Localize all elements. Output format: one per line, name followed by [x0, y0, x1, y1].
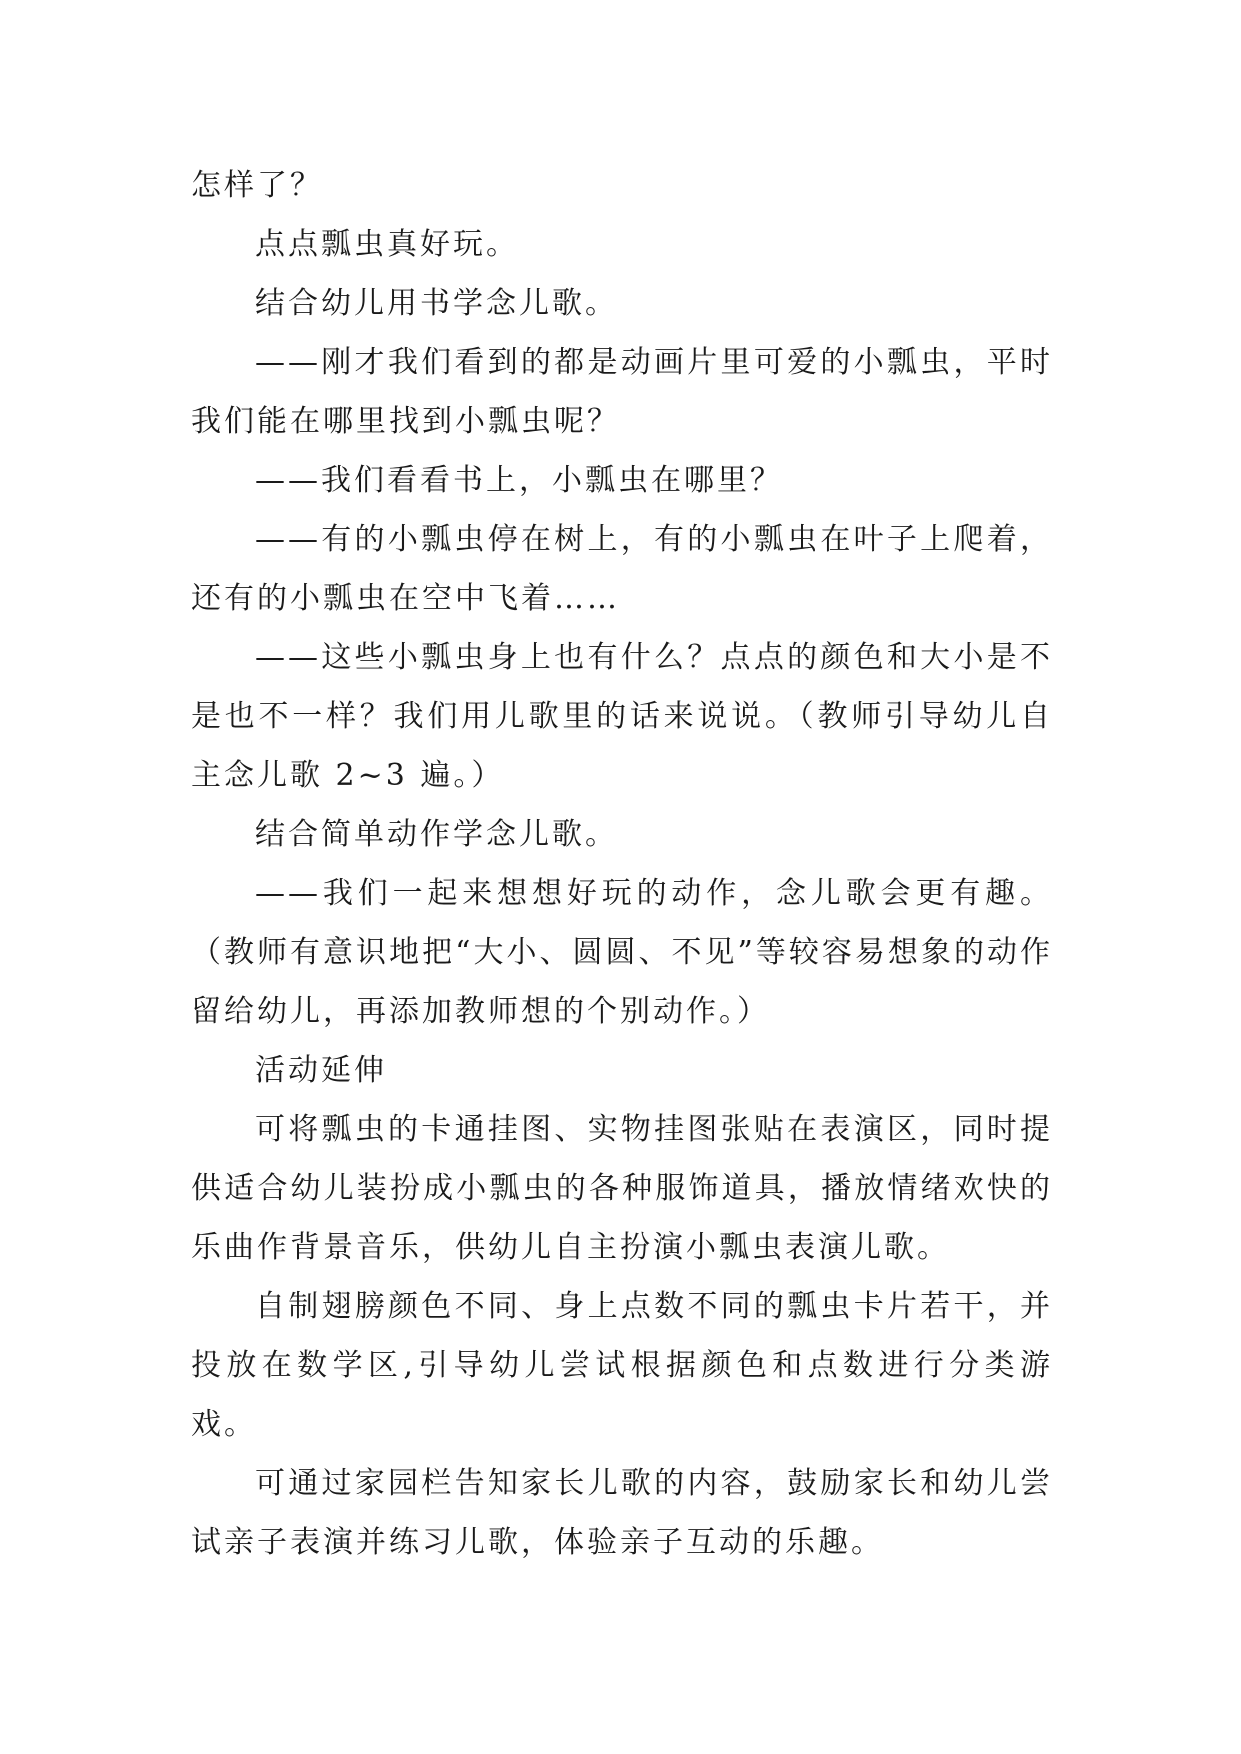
paragraph-question-book: ——我们看看书上，小瓢虫在哪里？: [255, 463, 783, 498]
paragraph-extension-math: 自制翅膀颜色不同、身上点数不同的瓢虫卡片若干，并投放在数学区,引导幼儿尝试根据颜色和点数进行分类游戏。: [191, 1289, 1053, 1442]
paragraph-step-book: 结合幼儿用书学念儿歌。: [255, 286, 618, 321]
body-text: [191, 156, 1053, 1572]
paragraph-title-fun: 点点瓢虫真好玩。: [255, 227, 519, 262]
paragraph-extension-family: 可通过家园栏告知家长儿歌的内容，鼓励家长和幼儿尝试亲子表演并练习儿歌，体验亲子互动的乐趣。: [191, 1466, 1053, 1560]
paragraph-actions-detail: ——我们一起来想想好玩的动作，念儿歌会更有趣。（教师有意识地把“大小、圆圆、不见”等较容易想象的动作留给幼儿，再添加教师想的个别动作。）: [191, 876, 1053, 1029]
paragraph-step-actions: 结合简单动作学念儿歌。: [255, 817, 618, 852]
paragraph-continuation: 怎样了？: [191, 168, 323, 203]
paragraph-extension-performance: 可将瓢虫的卡通挂图、实物挂图张贴在表演区，同时提供适合幼儿装扮成小瓢虫的各种服饰道具，播放情绪欢快的乐曲作背景音乐，供幼儿自主扮演小瓢虫表演儿歌。: [191, 1112, 1053, 1265]
paragraph-answer-locations: ——有的小瓢虫停在树上，有的小瓢虫在叶子上爬着，还有的小瓢虫在空中飞着……: [191, 522, 1053, 616]
paragraph-question-dots: ——这些小瓢虫身上也有什么？点点的颜色和大小是不是也不一样？我们用儿歌里的话来说说。（教师引导幼儿自主念儿歌 2~3 遍。）: [191, 640, 1053, 793]
section-heading-extension: 活动延伸: [255, 1053, 387, 1088]
paragraph-question-where: ——刚才我们看到的都是动画片里可爱的小瓢虫，平时我们能在哪里找到小瓢虫呢？: [191, 345, 1053, 439]
